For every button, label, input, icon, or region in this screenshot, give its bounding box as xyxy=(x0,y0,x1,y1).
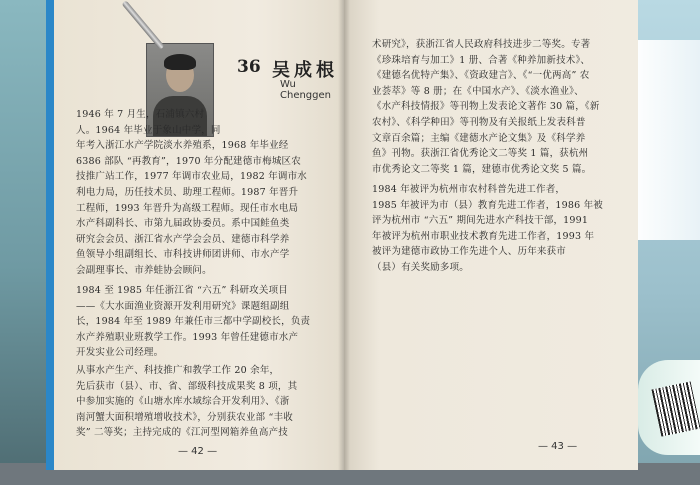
open-book xyxy=(46,0,638,470)
person-name-romanized: Wu Chenggen xyxy=(280,79,331,101)
biography-paragraph-2: 1984 至 1985 年任浙江省 “六五” 科研攻关项目 ——《大水面渔业资源开发利用研究》课题组副组 长，1984 年至 1989 年兼任市三都中学副校长，负责 水产养殖职业班教学工作。1993 年曾任建德市水产 开发实业公司经理。 xyxy=(76,285,311,359)
background-product-box xyxy=(628,40,700,240)
page-number-left: — 42 — xyxy=(178,446,218,457)
left-page xyxy=(54,0,344,470)
person-name-chinese: 吴成根 xyxy=(272,60,338,81)
biography-paragraph-1: 1946 年 7 月生，石浦镇六村 人。1964 年毕业于象山中学，同 年考入浙江水产学院淡水养殖系，1968 年毕业经 6386 部队 “再教育”，1970 年分配建德市梅城区农 技推广站工作，1977 年调市农业局，1982 年调市水 利电力局，历任技术员、助理工程师。1987 年晋升 工程师，1993 年晋升为高级工程师。现任市水电局 水产科副科长、市第九届政协委员。系中国鲑鱼类 研究会会员、浙江省水产学会会员、建德市科学养 鱼领导小组副组长、市科技讲师团讲师、市水产学 会副理事长、市养蛙协会顾问。 xyxy=(76,109,307,276)
page-number-right: — 43 — xyxy=(538,441,578,452)
biography-paragraph-4: 术研究》，获浙江省人民政府科技进步二等奖。专著 《珍珠培育与加工》1 册、合著《种养加新技术》、 《建德名优特产集》、《资政建言》、《“一优两高” 农 业荟萃》等 8 册；在《中国水产》、《淡水渔业》、 《水产科技情报》等刊物上发表论文著作 30 篇，《新 农村》、《科学种田》等刊物及有关报纸上发表科普 文章百余篇；主编《建德水产论文集》及《科学养 鱼》刊物。获浙江省优秀论文二等奖 1 篇，获杭州 市优秀论文二等奖 1 篇，建德市优秀论文奖 5 篇。 xyxy=(372,39,600,175)
biography-paragraph-3: 从事水产生产、科技推广和教学工作 20 余年， 先后获市（县）、市、省、部级科技成果奖 8 项，其 中参加实施的《山塘水库水域综合开发利用》、《浙 南河蟹大面积增殖增收技术》，分别获农业部 “丰收 奖” 二等奖；主持完成的《江河型网箱养鱼高产技 xyxy=(76,365,298,439)
right-page xyxy=(344,0,638,470)
metal-clip xyxy=(112,0,172,50)
biography-paragraph-5: 1984 年被评为杭州市农村科普先进工作者， 1985 年被评为市（县）教育先进工作者，1986 年被 评为杭州市 “六五” 期间先进水产科技干部，1991 年被评为杭州市职业技术教育先进工作者，1993 年 被评为建德市政协工作先进个人、历年来获市 （县）有关奖励多项。 xyxy=(372,184,603,273)
entry-number: 36 xyxy=(237,57,261,77)
book-spine-gutter xyxy=(338,0,350,470)
